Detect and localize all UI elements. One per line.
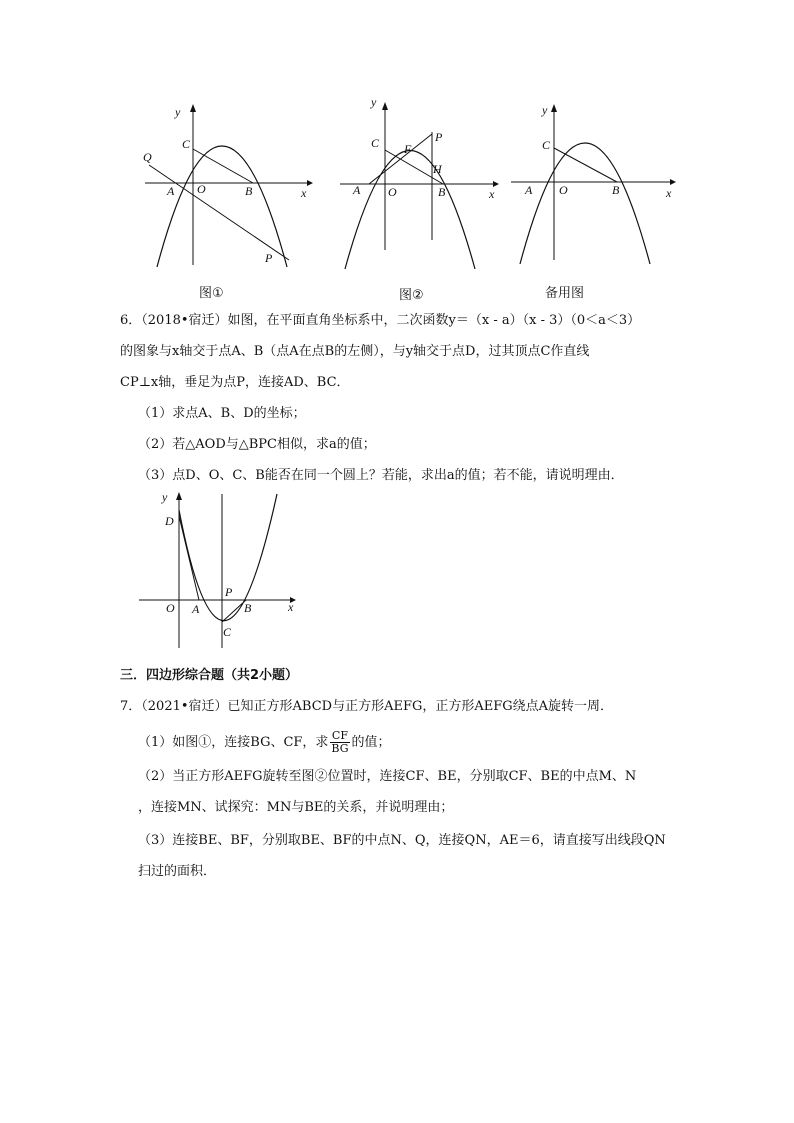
q7-sub-3-line-2: 扫过的面积． <box>138 864 217 879</box>
parabola <box>157 146 287 267</box>
figure-spare <box>508 98 683 268</box>
label-a: A <box>192 602 200 616</box>
label-b: B <box>244 601 252 615</box>
line-qp <box>149 165 289 260</box>
q6-sub-1: （1）求点A、B、D的坐标； <box>138 406 306 421</box>
label-q: Q <box>143 150 152 164</box>
label-a: A <box>353 183 361 197</box>
label-c: C <box>182 137 191 151</box>
figure-2-caption: 图② <box>399 288 424 303</box>
x-axis-arrow <box>307 180 313 186</box>
label-x: x <box>288 600 294 614</box>
label-b: B <box>438 185 446 199</box>
label-f: F <box>404 142 412 156</box>
segment-cb <box>193 149 253 183</box>
label-o: O <box>166 601 175 615</box>
label-x: x <box>489 187 495 201</box>
label-x: x <box>666 186 672 200</box>
x-axis-arrow <box>670 179 676 185</box>
y-axis-arrow <box>382 102 388 110</box>
q7-sub-1-suffix: 的值； <box>351 735 391 750</box>
segment-ad <box>179 516 199 600</box>
q7-sub-3-line-1: （3）连接BE、BF，分别取BE、BF的中点N、Q，连接QN，AE＝6，请直接写出线段QN <box>138 833 666 848</box>
label-a: A <box>525 183 533 197</box>
label-y: y <box>175 105 181 119</box>
parabola <box>345 151 475 270</box>
figure-1-caption: 图① <box>199 286 224 301</box>
label-h: H <box>433 162 442 176</box>
label-y: y <box>162 490 168 504</box>
q7-sub-1-prefix: （1）如图①，连接BG、CF，求 <box>138 735 329 750</box>
label-p: P <box>435 130 443 144</box>
q7-line-1: 7．（2021•宿迁）已知正方形ABCD与正方形AEFG，正方形AEFG绕点A旋转一周． <box>120 699 614 714</box>
label-y: y <box>542 103 548 117</box>
segment-bc <box>222 600 246 622</box>
q6-line-3: CP⊥x轴，垂足为点P，连接AD、BC． <box>120 375 350 390</box>
fraction-numerator: CF <box>331 729 348 742</box>
label-x: x <box>301 186 307 200</box>
fraction-denominator: BG <box>331 742 349 755</box>
fraction-cf-over-bg <box>330 730 349 755</box>
label-o: O <box>559 183 568 197</box>
label-b: B <box>612 183 620 197</box>
figure-1 <box>135 100 315 270</box>
figure-2-diagram <box>335 92 505 272</box>
figure-spare-diagram <box>508 98 683 268</box>
figure-spare-caption: 备用图 <box>545 286 585 301</box>
segment-cb <box>554 148 617 182</box>
q6-sub-3: （3）点D、O、C、B能否在同一个圆上？若能，求出a的值；若不能，请说明理由． <box>138 468 624 483</box>
q6-sub-2: （2）若△AOD与△BPC相似，求a的值； <box>138 437 376 452</box>
figure-2 <box>335 92 505 272</box>
y-axis-arrow <box>176 492 182 500</box>
label-y: y <box>371 95 377 109</box>
parabola <box>520 143 650 264</box>
figure-1-diagram <box>135 100 315 270</box>
figure-q6-diagram <box>134 488 309 646</box>
section-heading: 三．四边形综合题（共2小题） <box>120 668 299 683</box>
figure-q6 <box>134 488 309 646</box>
q6-line-2: 的图象与x轴交于点A、B（点A在点B的左侧），与y轴交于点D，过其顶点C作直线 <box>120 344 590 359</box>
q7-sub-2-line-1: （2）当正方形AEFG旋转至图②位置时，连接CF、BE，分别取CF、BE的中点M、N <box>138 769 637 784</box>
label-d: D <box>165 514 174 528</box>
q7-sub-1 <box>138 730 391 755</box>
label-c: C <box>542 138 551 152</box>
label-o: O <box>388 185 397 199</box>
label-c: C <box>371 136 380 150</box>
label-a: A <box>167 184 175 198</box>
label-p: P <box>265 251 273 265</box>
label-o: O <box>197 182 206 196</box>
q6-line-1: 6．（2018•宿迁）如图，在平面直角坐标系中，二次函数y＝（x - a）（x - 3）（0＜a＜3） <box>120 313 641 328</box>
label-b: B <box>245 184 253 198</box>
y-axis-arrow <box>190 104 196 112</box>
y-axis-arrow <box>551 104 557 112</box>
label-p: P <box>225 585 233 599</box>
q7-sub-2-line-2: ，连接MN、试探究：MN与BE的关系，并说明理由； <box>138 800 454 815</box>
label-c: C <box>223 625 232 639</box>
